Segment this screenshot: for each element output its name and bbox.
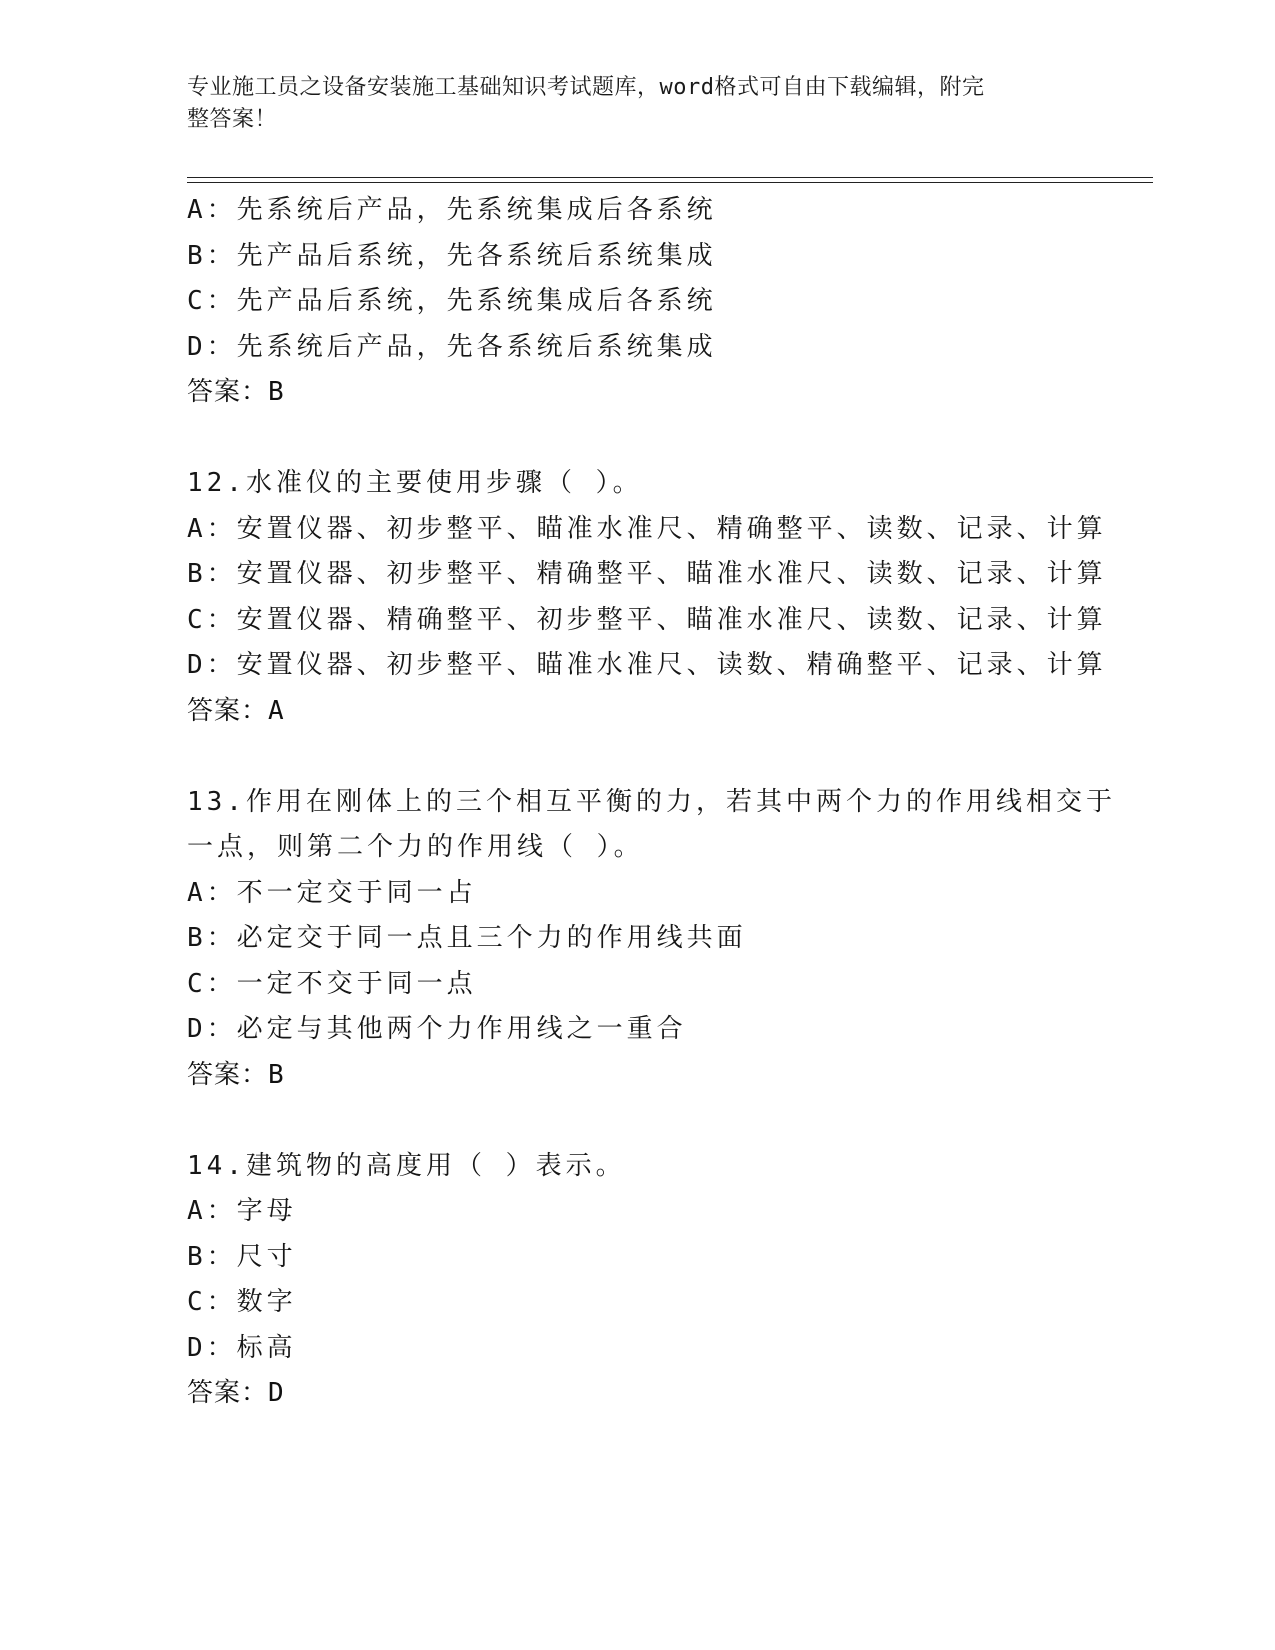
option-d: D：安置仪器、初步整平、瞄准水准尺、读数、精确整平、记录、计算 [187,650,1107,680]
header-divider-bottom [187,182,1153,183]
option-d: D：先系统后产品，先各系统后系统集成 [187,331,717,362]
option-a: A：安置仪器、初步整平、瞄准水准尺、精确整平、读数、记录、计算 [187,513,1107,544]
question-list [187,188,1187,1417]
option-b: B：必定交于同一点且三个力的作用线共面 [187,923,747,953]
document-header [187,72,1067,136]
question-text-line-1: 13.作用在刚体上的三个相互平衡的力，若其中两个力的作用线相交于 [187,786,1116,817]
header-divider-top [187,177,1153,178]
question-12 [187,461,1187,734]
option-b: B：先产品后系统，先各系统后系统集成 [187,240,717,271]
answer: 答案：D [187,1378,285,1408]
question-text-line-2: 一点，则第二个力的作用线（ ）。 [187,832,644,862]
option-d: D：标高 [187,1332,297,1363]
option-c: C：一定不交于同一点 [187,968,477,999]
option-a: A：不一定交于同一占 [187,877,477,908]
option-a: A：先系统后产品，先系统集成后各系统 [187,195,717,225]
spacer [187,416,1187,462]
option-b: B：尺寸 [187,1241,297,1272]
option-c: C：数字 [187,1287,297,1317]
question-text: 12.水准仪的主要使用步骤（ ）。 [187,468,643,498]
question-14 [187,1144,1187,1417]
question-13 [187,780,1187,1099]
option-c: C：安置仪器、精确整平、初步整平、瞄准水准尺、读数、记录、计算 [187,604,1107,635]
spacer [187,1098,1187,1144]
answer: 答案：B [187,1059,285,1090]
option-a: A：字母 [187,1196,297,1226]
header-line-2: 整答案！ [187,107,278,132]
answer: 答案：B [187,377,285,407]
option-b: B：安置仪器、初步整平、精确整平、瞄准水准尺、读数、记录、计算 [187,559,1107,589]
question-11 [187,188,1187,416]
header-line-1: 专业施工员之设备安装施工基础知识考试题库，word格式可自由下载编辑，附完 [187,75,985,100]
answer: 答案：A [187,695,285,726]
question-text: 14.建筑物的高度用（ ）表示。 [187,1150,626,1181]
spacer [187,734,1187,780]
option-d: D：必定与其他两个力作用线之一重合 [187,1014,687,1044]
option-c: C：先产品后系统，先系统集成后各系统 [187,286,717,316]
